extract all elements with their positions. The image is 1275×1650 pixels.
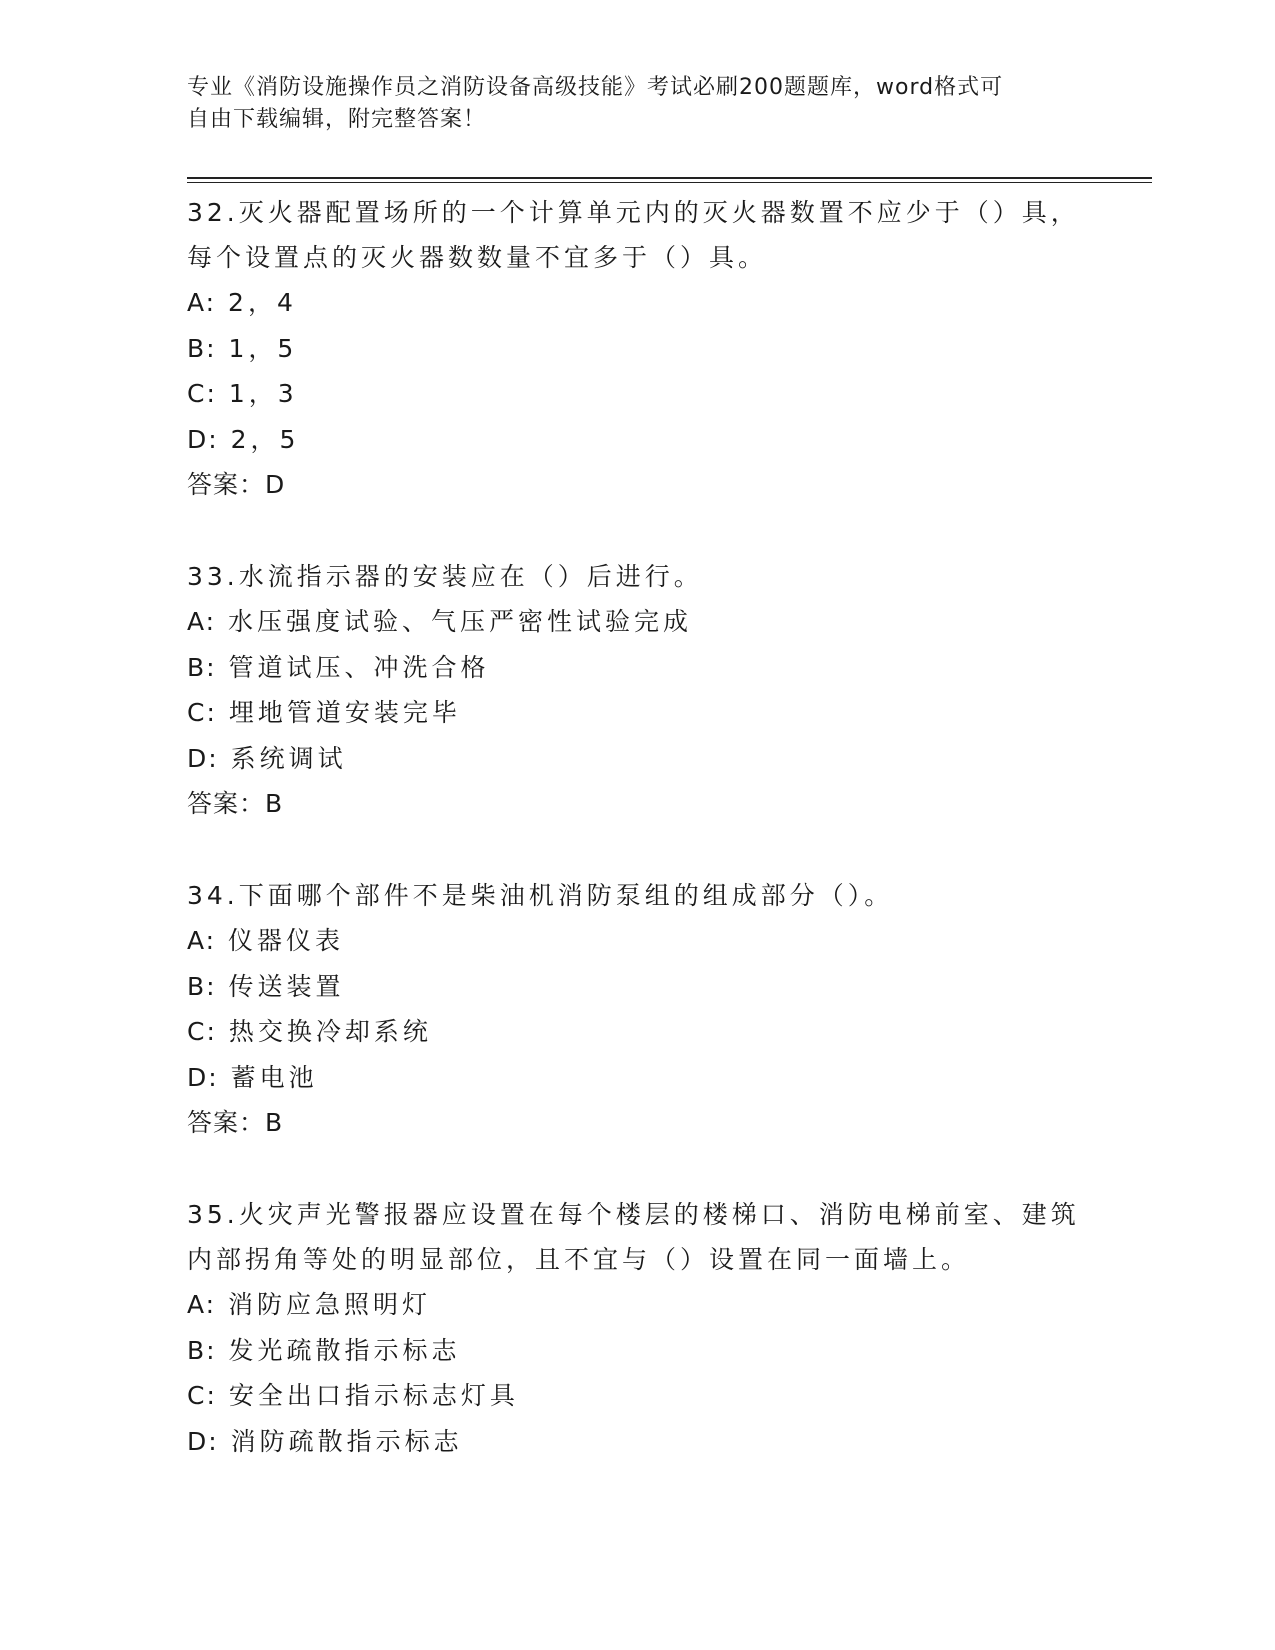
option-d [187,1055,1152,1101]
option-text: 2，5 [230,424,300,454]
option-key: A: [187,1290,217,1319]
option-text: 管道试压、冲洗合格 [228,652,490,682]
document-header [187,72,1087,136]
option-text: 传送装置 [228,971,345,1001]
option-text: 仪器仪表 [228,926,345,955]
answer-line: 答案：D [187,470,286,499]
question-35 [187,1192,1152,1464]
option-b [187,645,1152,691]
answer-line: 答案：B [187,789,284,818]
header-line-2: 自由下载编辑，附完整答案！ [187,107,487,132]
option-key: B: [187,971,217,1001]
option-d [187,417,1152,463]
option-d [187,1419,1152,1465]
option-key: A: [187,288,217,317]
question-stem-line: 32.灭火器配置场所的一个计算单元内的灭火器数置不应少于（）具， [187,198,1080,227]
option-key: A: [187,926,217,955]
option-key: C: [187,1381,217,1410]
question-32 [187,190,1152,507]
option-key: D: [187,1062,219,1092]
option-c [187,690,1152,736]
option-text: 蓄电池 [230,1062,318,1092]
option-d [187,736,1152,782]
option-a [187,918,1152,964]
option-key: C: [187,1017,217,1046]
option-text: 系统调试 [230,743,347,773]
option-text: 消防疏散指示标志 [230,1426,463,1456]
option-c [187,1373,1152,1419]
header-divider-thin [187,182,1152,183]
option-text: 2，4 [228,288,297,317]
option-text: 热交换冷却系统 [228,1017,432,1046]
question-stem-line: 每个设置点的灭火器数数量不宜多于（）具。 [187,243,768,272]
option-c [187,1009,1152,1055]
option-b [187,1328,1152,1374]
question-stem-line: 33.水流指示器的安装应在（）后进行。 [187,562,703,591]
option-b [187,964,1152,1010]
option-text: 消防应急照明灯 [228,1290,432,1319]
header-line-1: 专业《消防设施操作员之消防设备高级技能》考试必刷200题题库，word格式可 [187,75,1004,100]
option-a [187,1282,1152,1328]
option-key: C: [187,698,217,727]
option-text: 1，5 [228,333,298,363]
question-stem-line: 35.火灾声光警报器应设置在每个楼层的楼梯口、消防电梯前室、建筑 [187,1200,1080,1229]
option-b [187,326,1152,372]
option-a [187,599,1152,645]
question-list [187,190,1152,1511]
answer-line: 答案：B [187,1108,284,1137]
question-33 [187,554,1152,826]
option-key: B: [187,1335,217,1365]
option-key: B: [187,333,217,363]
option-a [187,280,1152,326]
option-key: D: [187,1426,219,1456]
option-key: C: [187,379,217,408]
option-key: A: [187,607,217,636]
option-key: D: [187,743,219,773]
header-divider-thick [187,177,1152,179]
option-key: B: [187,652,217,682]
option-text: 1，3 [228,379,298,408]
option-key: D: [187,424,219,454]
option-text: 发光疏散指示标志 [228,1335,461,1365]
question-stem-line: 内部拐角等处的明显部位，且不宜与（）设置在同一面墙上。 [187,1245,971,1274]
option-text: 埋地管道安装完毕 [228,698,461,727]
option-text: 安全出口指示标志灯具 [228,1381,519,1410]
option-text: 水压强度试验、气压严密性试验完成 [228,607,693,636]
question-stem-line: 34.下面哪个部件不是柴油机消防泵组的组成部分（）。 [187,881,894,910]
option-c [187,371,1152,417]
question-34 [187,873,1152,1145]
